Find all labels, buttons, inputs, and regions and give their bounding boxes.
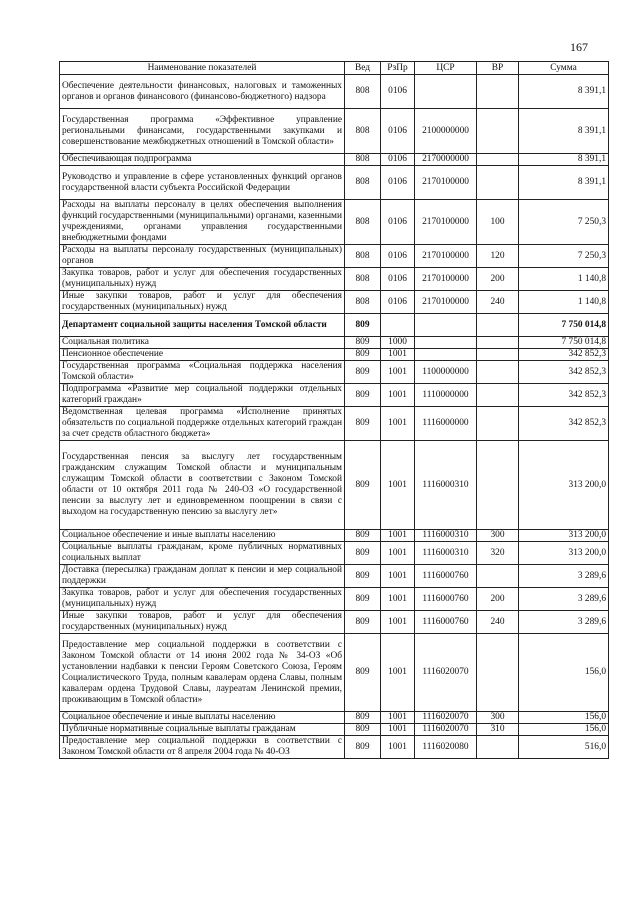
cell-vr: 200 bbox=[477, 588, 519, 611]
table-row bbox=[60, 166, 609, 200]
cell-ved: 809 bbox=[345, 565, 381, 588]
cell-rzpr: 1001 bbox=[381, 384, 415, 407]
cell-vr bbox=[477, 384, 519, 407]
cell-csr: 2170100000 bbox=[415, 200, 477, 245]
cell-rzpr: 1001 bbox=[381, 611, 415, 634]
cell-rzpr: 1001 bbox=[381, 530, 415, 542]
table-row bbox=[60, 109, 609, 154]
cell-rzpr: 1001 bbox=[381, 441, 415, 530]
cell-csr bbox=[415, 314, 477, 337]
cell-sum: 3 289,6 bbox=[519, 565, 609, 588]
cell-name: Социальные выплаты гражданам, кроме публичных нормативных социальных выплат bbox=[60, 542, 345, 565]
cell-sum: 156,0 bbox=[519, 712, 609, 724]
cell-vr: 310 bbox=[477, 724, 519, 736]
cell-name: Доставка (пересылка) гражданам доплат к пенсии и мер социальной поддержки bbox=[60, 565, 345, 588]
cell-rzpr: 0106 bbox=[381, 200, 415, 245]
cell-sum: 3 289,6 bbox=[519, 588, 609, 611]
table-row bbox=[60, 712, 609, 724]
page-number: 167 bbox=[570, 40, 588, 54]
cell-rzpr: 1001 bbox=[381, 407, 415, 441]
cell-ved: 809 bbox=[345, 542, 381, 565]
cell-name: Расходы на выплаты персоналу государственных (муниципальных) органов bbox=[60, 245, 345, 268]
cell-sum: 7 750 014,8 bbox=[519, 314, 609, 337]
cell-sum: 342 852,3 bbox=[519, 361, 609, 384]
cell-vr: 320 bbox=[477, 542, 519, 565]
cell-ved: 809 bbox=[345, 407, 381, 441]
table-row bbox=[60, 268, 609, 291]
cell-vr: 300 bbox=[477, 712, 519, 724]
cell-ved: 808 bbox=[345, 75, 381, 109]
cell-csr: 1116000000 bbox=[415, 407, 477, 441]
header-csr: ЦСР bbox=[415, 62, 477, 75]
cell-sum: 3 289,6 bbox=[519, 611, 609, 634]
table-header-row bbox=[60, 62, 609, 75]
cell-vr: 120 bbox=[477, 245, 519, 268]
cell-name: Подпрограмма «Развитие мер социальной поддержки отдельных категорий граждан» bbox=[60, 384, 345, 407]
cell-name: Иные закупки товаров, работ и услуг для обеспечения государственных (муниципальных) нужд bbox=[60, 611, 345, 634]
cell-ved: 809 bbox=[345, 588, 381, 611]
cell-ved: 809 bbox=[345, 634, 381, 712]
cell-csr: 1116000760 bbox=[415, 588, 477, 611]
cell-ved: 809 bbox=[345, 349, 381, 361]
cell-vr bbox=[477, 736, 519, 759]
cell-sum: 313 200,0 bbox=[519, 530, 609, 542]
cell-vr bbox=[477, 441, 519, 530]
cell-ved: 808 bbox=[345, 200, 381, 245]
cell-sum: 8 391,1 bbox=[519, 75, 609, 109]
table-row bbox=[60, 384, 609, 407]
cell-csr: 1116020070 bbox=[415, 634, 477, 712]
cell-name: Ведомственная целевая программа «Исполнение принятых обязательств по социальной поддержке отдельных категорий граждан за счет средств областного бюджета» bbox=[60, 407, 345, 441]
cell-csr: 2170100000 bbox=[415, 166, 477, 200]
table-row bbox=[60, 441, 609, 530]
cell-csr: 1116000760 bbox=[415, 565, 477, 588]
cell-name: Закупка товаров, работ и услуг для обеспечения государственных (муниципальных) нужд bbox=[60, 268, 345, 291]
cell-name: Государственная программа «Эффективное управление региональными финансами, государственными закупками и совершенствование межбюджетных отношений в Томской области» bbox=[60, 109, 345, 154]
cell-vr bbox=[477, 75, 519, 109]
cell-rzpr: 1001 bbox=[381, 565, 415, 588]
cell-csr: 2170100000 bbox=[415, 268, 477, 291]
cell-ved: 808 bbox=[345, 166, 381, 200]
cell-csr bbox=[415, 349, 477, 361]
cell-sum: 342 852,3 bbox=[519, 349, 609, 361]
budget-table bbox=[59, 61, 609, 759]
cell-sum: 7 250,3 bbox=[519, 200, 609, 245]
table-row bbox=[60, 588, 609, 611]
table-row bbox=[60, 291, 609, 314]
cell-rzpr: 1001 bbox=[381, 724, 415, 736]
cell-name: Обеспечивающая подпрограмма bbox=[60, 154, 345, 166]
cell-name: Закупка товаров, работ и услуг для обеспечения государственных (муниципальных) нужд bbox=[60, 588, 345, 611]
table-row bbox=[60, 611, 609, 634]
cell-ved: 808 bbox=[345, 291, 381, 314]
cell-csr: 2100000000 bbox=[415, 109, 477, 154]
cell-vr: 240 bbox=[477, 611, 519, 634]
cell-sum: 8 391,1 bbox=[519, 166, 609, 200]
cell-rzpr: 1001 bbox=[381, 634, 415, 712]
cell-rzpr: 1000 bbox=[381, 337, 415, 349]
cell-vr bbox=[477, 349, 519, 361]
cell-ved: 808 bbox=[345, 109, 381, 154]
cell-vr bbox=[477, 361, 519, 384]
cell-sum: 313 200,0 bbox=[519, 441, 609, 530]
cell-vr: 300 bbox=[477, 530, 519, 542]
cell-name: Публичные нормативные социальные выплаты гражданам bbox=[60, 724, 345, 736]
cell-rzpr: 1001 bbox=[381, 349, 415, 361]
cell-name: Расходы на выплаты персоналу в целях обеспечения выполнения функций государственными (муниципальными) органами, казенными учреждениями, органами управления государственными внебюджетными фондами bbox=[60, 200, 345, 245]
header-vr: ВР bbox=[477, 62, 519, 75]
cell-vr bbox=[477, 565, 519, 588]
cell-rzpr bbox=[381, 314, 415, 337]
header-ved: Вед bbox=[345, 62, 381, 75]
cell-csr: 1116000310 bbox=[415, 441, 477, 530]
table-row bbox=[60, 724, 609, 736]
cell-csr: 2170000000 bbox=[415, 154, 477, 166]
cell-vr bbox=[477, 634, 519, 712]
cell-name: Обеспечение деятельности финансовых, налоговых и таможенных органов и органов финансового (финансово-бюджетного) надзора bbox=[60, 75, 345, 109]
cell-name: Социальное обеспечение и иные выплаты населению bbox=[60, 712, 345, 724]
table-row bbox=[60, 736, 609, 759]
table-row bbox=[60, 154, 609, 166]
cell-rzpr: 0106 bbox=[381, 245, 415, 268]
cell-name: Предоставление мер социальной поддержки в соответствии с Законом Томской области от 8 апреля 2004 года № 40-ОЗ bbox=[60, 736, 345, 759]
header-name: Наименование показателей bbox=[60, 62, 345, 75]
cell-ved: 809 bbox=[345, 314, 381, 337]
cell-sum: 313 200,0 bbox=[519, 542, 609, 565]
cell-sum: 1 140,8 bbox=[519, 291, 609, 314]
cell-sum: 7 750 014,8 bbox=[519, 337, 609, 349]
cell-ved: 809 bbox=[345, 611, 381, 634]
cell-ved: 808 bbox=[345, 268, 381, 291]
cell-rzpr: 1001 bbox=[381, 712, 415, 724]
cell-csr: 1116000310 bbox=[415, 542, 477, 565]
cell-vr bbox=[477, 314, 519, 337]
cell-vr bbox=[477, 109, 519, 154]
cell-ved: 809 bbox=[345, 736, 381, 759]
cell-csr: 1100000000 bbox=[415, 361, 477, 384]
cell-name: Пенсионное обеспечение bbox=[60, 349, 345, 361]
cell-vr bbox=[477, 154, 519, 166]
table-row bbox=[60, 75, 609, 109]
cell-rzpr: 0106 bbox=[381, 154, 415, 166]
cell-rzpr: 0106 bbox=[381, 268, 415, 291]
cell-name: Социальная политика bbox=[60, 337, 345, 349]
cell-rzpr: 0106 bbox=[381, 75, 415, 109]
table-row bbox=[60, 200, 609, 245]
table-row bbox=[60, 349, 609, 361]
cell-ved: 809 bbox=[345, 361, 381, 384]
table-row bbox=[60, 245, 609, 268]
cell-rzpr: 0106 bbox=[381, 166, 415, 200]
cell-rzpr: 1001 bbox=[381, 736, 415, 759]
table-row bbox=[60, 361, 609, 384]
cell-csr: 1116020070 bbox=[415, 724, 477, 736]
cell-name: Департамент социальной защиты населения Томской области bbox=[60, 314, 345, 337]
cell-csr bbox=[415, 75, 477, 109]
table-row bbox=[60, 542, 609, 565]
header-sum: Сумма bbox=[519, 62, 609, 75]
cell-sum: 8 391,1 bbox=[519, 154, 609, 166]
cell-ved: 809 bbox=[345, 337, 381, 349]
cell-csr: 2170100000 bbox=[415, 291, 477, 314]
cell-csr: 1116020080 bbox=[415, 736, 477, 759]
table-row bbox=[60, 565, 609, 588]
cell-name: Руководство и управление в сфере установленных функций органов государственной власти субъекта Российской Федерации bbox=[60, 166, 345, 200]
cell-vr bbox=[477, 166, 519, 200]
cell-ved: 809 bbox=[345, 441, 381, 530]
cell-csr: 2170100000 bbox=[415, 245, 477, 268]
cell-name: Государственная программа «Социальная поддержка населения Томской области» bbox=[60, 361, 345, 384]
cell-sum: 8 391,1 bbox=[519, 109, 609, 154]
cell-csr: 1116000760 bbox=[415, 611, 477, 634]
cell-name: Государственная пенсия за выслугу лет государственным гражданским служащим Томской области и муниципальным служащим Томской области в соответствии с Законом Томской области от 10 октября 2011 года № 240-ОЗ «О государственной пенсии за выслугу лет и единовременном поощрении в связи с выходом на государственную пенсию за выслугу лет» bbox=[60, 441, 345, 530]
cell-name: Социальное обеспечение и иные выплаты населению bbox=[60, 530, 345, 542]
table-row bbox=[60, 530, 609, 542]
cell-rzpr: 0106 bbox=[381, 109, 415, 154]
cell-ved: 808 bbox=[345, 154, 381, 166]
cell-vr bbox=[477, 407, 519, 441]
cell-csr: 1110000000 bbox=[415, 384, 477, 407]
cell-sum: 516,0 bbox=[519, 736, 609, 759]
cell-sum: 342 852,3 bbox=[519, 384, 609, 407]
cell-vr: 100 bbox=[477, 200, 519, 245]
cell-csr: 1116000310 bbox=[415, 530, 477, 542]
cell-rzpr: 0106 bbox=[381, 291, 415, 314]
cell-sum: 1 140,8 bbox=[519, 268, 609, 291]
cell-name: Предоставление мер социальной поддержки в соответствии с Законом Томской области от 14 июня 2002 года № 34-ОЗ «Об установлении надбавки к пенсии Героям Советского Союза, Героям Социалистического Труда, полным кавалерам ордена Славы, полным кавалерам ордена Трудовой Славы, лауреатам Ленинской премии, проживающим в Томской области» bbox=[60, 634, 345, 712]
cell-ved: 809 bbox=[345, 724, 381, 736]
cell-csr: 1116020070 bbox=[415, 712, 477, 724]
cell-sum: 342 852,3 bbox=[519, 407, 609, 441]
table-row bbox=[60, 337, 609, 349]
cell-ved: 809 bbox=[345, 384, 381, 407]
header-rzpr: РзПр bbox=[381, 62, 415, 75]
cell-vr bbox=[477, 337, 519, 349]
cell-vr: 200 bbox=[477, 268, 519, 291]
cell-sum: 156,0 bbox=[519, 724, 609, 736]
cell-rzpr: 1001 bbox=[381, 588, 415, 611]
cell-rzpr: 1001 bbox=[381, 542, 415, 565]
table-row bbox=[60, 407, 609, 441]
cell-ved: 808 bbox=[345, 245, 381, 268]
cell-ved: 809 bbox=[345, 530, 381, 542]
cell-rzpr: 1001 bbox=[381, 361, 415, 384]
cell-sum: 7 250,3 bbox=[519, 245, 609, 268]
cell-name: Иные закупки товаров, работ и услуг для обеспечения государственных (муниципальных) нужд bbox=[60, 291, 345, 314]
cell-vr: 240 bbox=[477, 291, 519, 314]
table-row bbox=[60, 314, 609, 337]
cell-csr bbox=[415, 337, 477, 349]
cell-ved: 809 bbox=[345, 712, 381, 724]
table-row bbox=[60, 634, 609, 712]
cell-sum: 156,0 bbox=[519, 634, 609, 712]
